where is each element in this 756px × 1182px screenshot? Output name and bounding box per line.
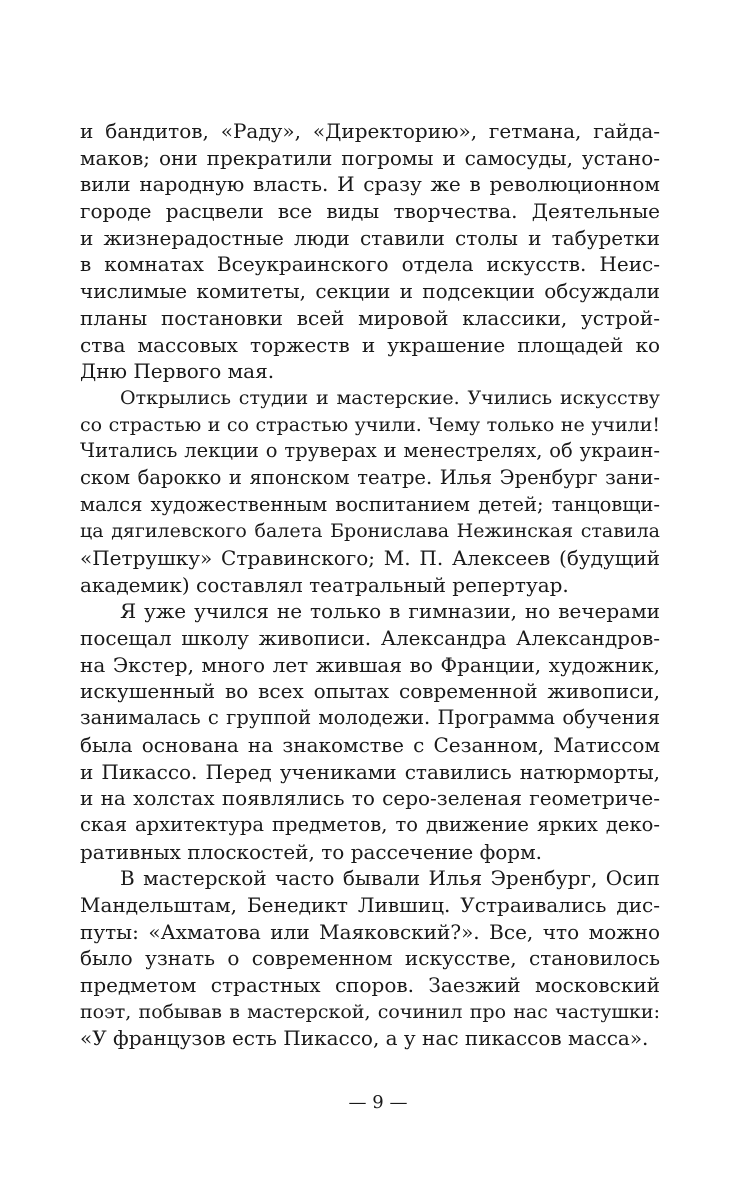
text-line: маков; они прекратили погромы и самосуды, устано- bbox=[80, 145, 660, 170]
text-line: ративных плоскостей, то рассечение форм. bbox=[80, 839, 542, 864]
page-body bbox=[80, 118, 660, 1052]
paragraph-2 bbox=[80, 385, 660, 599]
text-line: со страстью и со страстью учили. Чему только не учили! bbox=[80, 413, 660, 436]
text-line: ском барокко и японском театре. Илья Эренбург зани- bbox=[80, 465, 660, 489]
text-line: занималась с группой молодежи. Программа обучения bbox=[80, 706, 660, 730]
text-line: Дню Первого мая. bbox=[80, 359, 275, 384]
text-line: Открылись студии и мастерские. Учились искусству bbox=[120, 386, 660, 409]
text-line: посещал школу живописи. Александра Александров- bbox=[80, 626, 660, 651]
text-line: «У французов есть Пикассо, а у нас пикассов масса». bbox=[80, 1026, 649, 1051]
text-line: планы постановки всей мировой классики, устрой- bbox=[80, 305, 660, 330]
text-line: академик) составлял театральный репертуар. bbox=[80, 572, 569, 597]
text-line: ская архитектура предметов, то движение ярких деко- bbox=[80, 812, 660, 836]
text-line: предметом страстных споров. Заезжий московский bbox=[80, 973, 660, 997]
text-line: ства массовых торжеств и украшение площадей ко bbox=[80, 332, 660, 357]
text-line: и бандитов, «Раду», «Директорию», гетмана, гайда- bbox=[80, 119, 660, 143]
text-line: «Петрушку» Стравинского; М. П. Алексеев (будущий bbox=[80, 546, 660, 570]
text-line: на Экстер, много лет жившая во Франции, художник, bbox=[80, 652, 660, 677]
text-line: Мандельштам, Бенедикт Лившиц. Устраивались дис- bbox=[80, 892, 660, 917]
text-line: городе расцвели все виды творчества. Деятельные bbox=[80, 199, 660, 224]
text-line: и на холстах появлялись то серо-зеленая геометриче- bbox=[80, 786, 660, 811]
text-line: поэт, побывав в мастерской, сочинил про нас частушки: bbox=[80, 1000, 660, 1023]
text-line: вили народную власть. И сразу же в революционном bbox=[80, 172, 660, 197]
text-line: было узнать о современном искусстве, становилось bbox=[80, 946, 660, 971]
text-line: числимые комитеты, секции и подсекции обсуждали bbox=[80, 279, 660, 304]
text-line: и жизнерадостные люди ставили столы и табуретки bbox=[80, 225, 660, 250]
text-line: Читались лекции о труверах и менестрелях, об украин- bbox=[80, 439, 660, 463]
text-line: и Пикассо. Перед учениками ставились натюрморты, bbox=[80, 759, 660, 784]
text-line: Я уже учился не только в гимназии, но вечерами bbox=[120, 599, 660, 624]
paragraph-3 bbox=[80, 598, 660, 865]
text-line: путы: «Ахматова или Маяковский?». Все, что можно bbox=[80, 919, 660, 944]
text-line: искушенный во всех опытах современной живописи, bbox=[80, 679, 660, 704]
paragraph-4 bbox=[80, 865, 660, 1052]
page-number: — 9 — bbox=[348, 1092, 408, 1113]
text-line: была основана на знакомстве с Сезанном, Матиссом bbox=[80, 732, 660, 757]
text-line: в комнатах Всеукраинского отдела искусств. Неис- bbox=[80, 252, 660, 277]
text-line: мался художественным воспитанием детей; танцовщи- bbox=[80, 492, 660, 516]
text-line: ца дягилевского балета Бронислава Нежинская ставила bbox=[80, 520, 660, 543]
text-line: В мастерской часто бывали Илья Эренбург, Осип bbox=[120, 866, 660, 891]
paragraph-1 bbox=[80, 118, 660, 385]
